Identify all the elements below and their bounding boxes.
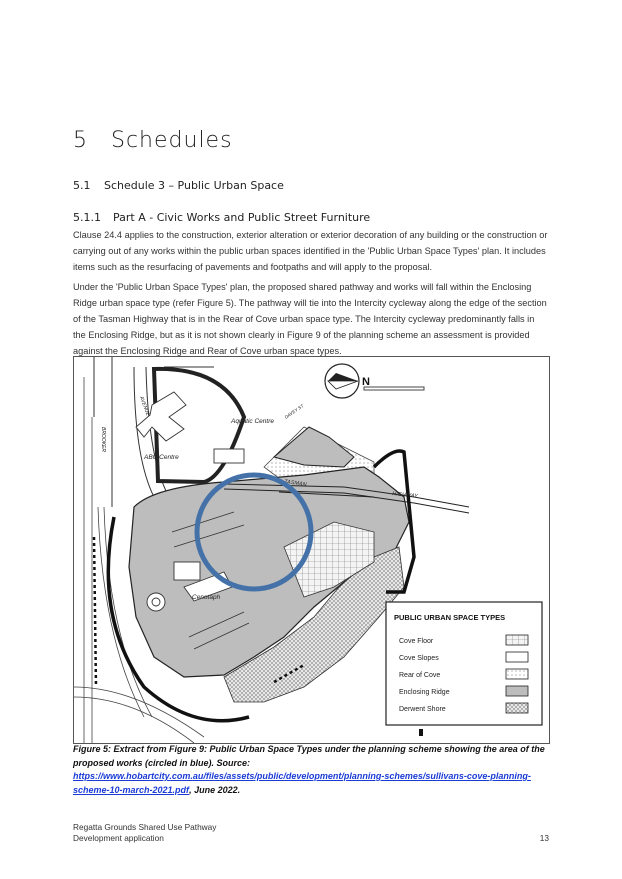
section-heading bbox=[73, 128, 233, 153]
figure-caption bbox=[73, 743, 549, 797]
avenue-label: AVENUE bbox=[138, 395, 151, 417]
section-number: 5 bbox=[73, 128, 88, 153]
highway-label: HIGHWAY bbox=[391, 491, 419, 500]
map-legend bbox=[386, 602, 542, 725]
footer-project: Regatta Grounds Shared Use Pathway bbox=[73, 822, 217, 832]
swatch-rear-of-cove bbox=[506, 669, 528, 679]
davey-label: DAVEY ST bbox=[283, 403, 305, 420]
north-arrow-icon bbox=[325, 364, 370, 398]
subsection-heading bbox=[73, 179, 284, 192]
legend-item-cove-slopes: Cove Slopes bbox=[399, 655, 439, 662]
tasman-label: TASMAN bbox=[283, 479, 307, 489]
map-graphic bbox=[74, 357, 549, 743]
footer-document: Development application bbox=[73, 833, 164, 843]
caption-suffix: , June 2022. bbox=[189, 784, 241, 795]
subsubsection-title: Part A - Civic Works and Public Street Furniture bbox=[113, 211, 371, 224]
subsection-number: 5.1 bbox=[73, 179, 91, 192]
swatch-derwent-shore bbox=[506, 703, 528, 713]
section-title: Schedules bbox=[111, 128, 233, 153]
abc-centre-label: ABC Centre bbox=[144, 454, 179, 461]
subsection-title: Schedule 3 – Public Urban Space bbox=[104, 179, 284, 192]
subsubsection-heading bbox=[73, 211, 370, 224]
north-label: N bbox=[362, 376, 370, 388]
caption-text: Figure 5: Extract from Figure 9: Public Urban Space Types under the planning scheme showing the area of the proposed works (circled in blue). Source: bbox=[73, 744, 545, 768]
legend-item-derwent-shore: Derwent Shore bbox=[399, 706, 446, 713]
aquatic-label: Aquatic Centre bbox=[231, 418, 274, 425]
page-footer bbox=[73, 822, 549, 844]
swatch-enclosing-ridge bbox=[506, 686, 528, 696]
legend-item-rear-of-cove: Rear of Cove bbox=[399, 672, 441, 679]
legend-item-enclosing-ridge: Enclosing Ridge bbox=[399, 689, 450, 696]
paragraph-clause: Clause 24.4 applies to the construction, exterior alteration or exterior decoration of any building or the construction or carrying out of any works within the public urban spaces identified in the 'Public Urban Space Types' plan. It includes items such as the resurfacing of pavements and footpaths and will apply to the proposal. bbox=[73, 230, 548, 272]
brooker-label: BROOKER bbox=[100, 427, 106, 453]
paragraph-plan: Under the 'Public Urban Space Types' plan, the proposed shared pathway and works will fall within the Enclosing Ridge urban space type (refer Figure 5). The pathway will tie into the Intercity cycleway along the edge of the section of the Tasman Highway that is in the Rear of Cove urban space type. The Intercity cycleway predominantly falls in the Enclosing Ridge, but as it is not shown clearly in Figure 9 of the planning scheme an assessment is provided against the Enclosing Ridge and Rear of Cove urban space types. bbox=[73, 282, 547, 356]
legend-title: PUBLIC URBAN SPACE TYPES bbox=[394, 613, 506, 622]
page-number: 13 bbox=[539, 833, 549, 843]
swatch-cove-slopes bbox=[506, 652, 528, 662]
subsubsection-number: 5.1.1 bbox=[73, 211, 101, 224]
legend-item-cove-floor: Cove Floor bbox=[399, 638, 434, 645]
source-link[interactable]: https://www.hobartcity.com.au/files/assets/public/development/planning-schemes/sullivans-cove-planning-scheme-10-march-2021.pdf bbox=[73, 771, 531, 795]
urban-space-map bbox=[73, 356, 550, 744]
swatch-cove-floor bbox=[506, 635, 528, 645]
cenotaph-label: Cenotaph bbox=[192, 594, 221, 601]
